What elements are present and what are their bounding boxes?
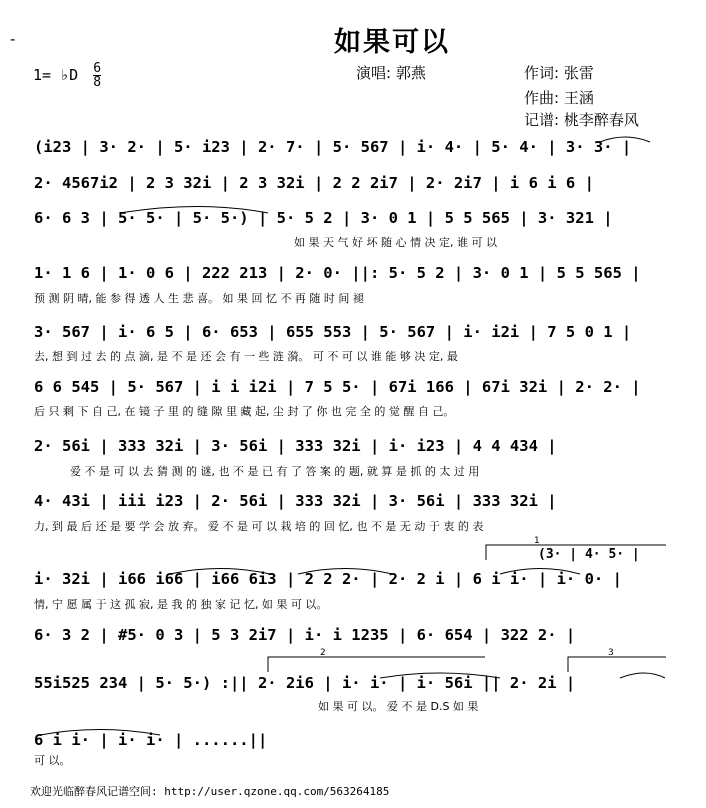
slur [170,569,270,575]
slur [380,673,500,678]
volta-bracket-2 [268,657,485,672]
slur [120,207,268,214]
volta-number-2: 2 [320,648,326,658]
time-signature-bottom: 8 [93,75,102,90]
system-5-notes: 3· 567 | i· 6 5 | 6· 653 | 655 553 | 5· 567 | i· i2i | 7 5 0 1 | [34,323,632,341]
system-9-lyrics: 情, 宁 愿 属 于 这 孤 寂, 是 我 的 独 家 记 忆, 如 果 可 以。 [34,598,328,611]
composer: 作曲: 王涵 [524,89,594,107]
system-4-lyrics: 预 测 阴 晴, 能 参 得 透 人 生 悲 喜。 如 果 回 忆 不 再 随 时 间 褪 [34,292,364,305]
system-12-notes: 6 i i· | i· i· | ......|| [34,731,268,749]
system-6-lyrics: 后 只 剩 下 自 己, 在 镜 子 里 的 缝 隙 里 藏 起, 尘 封 了 你 也 完 全 的 觉 醒 自 己。 [34,405,455,418]
singer: 演唱: 郭燕 [356,64,426,82]
slur [600,137,650,142]
volta-1-notes: (3· | 4· 5· | [538,547,640,562]
system-1-notes: (i23 | 3· 2· | 5· i23 | 2· 7· | 5· 567 | i· 4· | 5· 4· | 3· 3· | [34,138,632,156]
volta-number-3: 3 [608,648,614,658]
slur [298,569,392,575]
volta-bracket-1 [486,545,666,560]
time-signature-top: 6 [93,61,102,76]
corner-mark: - [10,30,16,48]
slur [40,730,160,736]
page-title: 如果可以 [334,27,450,58]
footer-text: 欢迎光临醉春风记谱空间: http://user.qzone.qq.com/563264185 [30,785,390,798]
system-8-lyrics: 力, 到 最 后 还 是 要 学 会 放 弃。 爱 不 是 可 以 栽 培 的 回 忆, 也 不 是 无 动 于 衷 的 表 [34,520,484,533]
system-12-lyrics: 可 以。 [34,754,71,767]
system-7-lyrics: 爱 不 是 可 以 去 猜 测 的 谜, 也 不 是 已 有 了 答 案 的 题, 就 算 是 抓 的 太 过 用 [70,465,480,478]
system-10-notes: 6· 3 2 | #5· 0 3 | 5 3 2i7 | i· i 1235 | 6· 654 | 322 2· | [34,626,576,644]
lyricist: 作词: 张雷 [524,64,594,82]
system-3-notes: 6· 6 3 | 5· 5· | 5· 5·) | 5· 5 2 | 3· 0 1 | 5 5 565 | 3· 321 | [34,209,613,227]
system-4-notes: 1· 1 6 | 1· 0 6 | 222 213 | 2· 0· ||: 5· 5 2 | 3· 0 1 | 5 5 565 | [34,264,641,282]
key-label: 1= ♭D [33,66,79,84]
slur [620,673,665,678]
slur [500,569,580,575]
system-9-notes: i· 32i | i66 i66 | i66 6i3 | 2 2 2· | 2· 2 i | 6 i i· | i· 0· | [34,570,622,588]
system-11-notes: 55i525 234 | 5· 5·) :|| 2· 2i6 | i· i· | i· 56i || 2· 2i | [34,674,576,692]
volta-bracket-3 [568,657,666,672]
transcriber: 记谱: 桃李醉春风 [524,111,639,129]
system-7-notes: 2· 56i | 333 32i | 3· 56i | 333 32i | i· i23 | 4 4 434 | [34,437,557,455]
system-3-lyrics: 如 果 天 气 好 坏 随 心 情 决 定, 谁 可 以 [294,236,497,249]
volta-number-1: 1 [534,536,540,546]
system-11-lyrics: 如 果 可 以。 爱 不 是 D.S 如 果 [318,700,479,713]
system-5-lyrics: 去, 想 到 过 去 的 点 滴, 是 不 是 还 会 有 一 些 涟 漪。 可 不 可 以 谁 能 够 决 定, 最 [34,350,458,363]
system-2-notes: 2· 4567i2 | 2 3 32i | 2 3 32i | 2 2 2i7 | 2· 2i7 | i 6 i 6 | [34,174,594,192]
system-8-notes: 4· 43i | iii i23 | 2· 56i | 333 32i | 3· 56i | 333 32i | [34,492,557,510]
system-6-notes: 6 6 545 | 5· 567 | i i i2i | 7 5 5· | 67i 166 | 67i 32i | 2· 2· | [34,378,641,396]
